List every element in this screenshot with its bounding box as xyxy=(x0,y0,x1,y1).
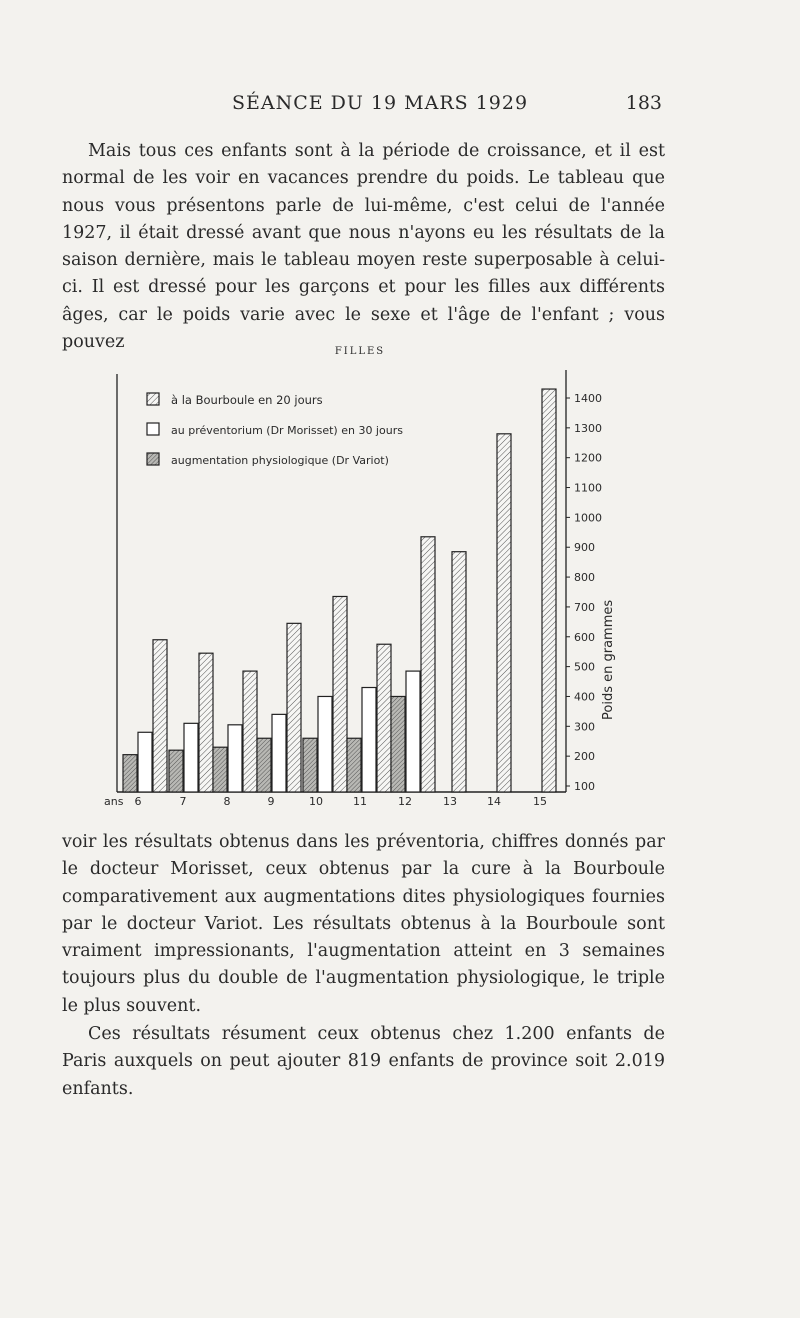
bar-bourboule-age-14 xyxy=(497,434,511,792)
x-tick-label-11: 11 xyxy=(353,795,367,808)
y-tick-label-100: 100 xyxy=(574,780,595,793)
y-tick-label-1400: 1400 xyxy=(574,392,602,405)
bar-preventorium-age-7 xyxy=(184,723,198,792)
bar-bourboule-age-6 xyxy=(153,640,167,792)
paragraph-3: Ces résultats résument ceux obtenus chez 1.200 enfants de Paris auxquels on peut ajouter 819 enfants de province soit 2.019 enfants. xyxy=(62,1024,665,1099)
paragraph-1: Mais tous ces enfants sont à la période de croissance, et il est normal de les voir en vacances prendre du poids. Le tableau que nous vous présentons parle de lui-même, c'est celui de l'année 1927, il était dressé avant que nous n'ayons eu les résultats de la saison dernière, mais le tableau moyen reste superposable à celui-ci. Il est dressé pour les garçons et pour les filles aux différents âges, car le poids varie avec le sexe et l'âge de l'enfant ; vous pouvez xyxy=(62,141,665,353)
y-tick-label-200: 200 xyxy=(574,750,595,764)
bar-bourboule-age-9 xyxy=(287,623,301,792)
y-axis-label: Poids en grammes xyxy=(601,599,616,720)
x-tick-label-13: 13 xyxy=(443,795,457,808)
x-tick-label-6: 6 xyxy=(134,795,142,808)
legend-swatch-bourboule xyxy=(147,393,159,405)
y-tick-label-400: 400 xyxy=(574,690,595,704)
header-title: SÉANCE DU 19 MARS 1929 xyxy=(232,92,529,114)
paragraph-2: voir les résultats obtenus dans les préventoria, chiffres donnés par le docteur Morisset, ceux obtenus par la cure à la Bourboule comparativement aux augmentations dites physiologiques fournies par le docteur Variot. Les résultats obtenus à la Bourboule sont vraiment impressionants, l'augmentation atteint en 3 semaines toujours plus du double de l'augmentation physiologique, le triple le plus souvent. xyxy=(62,832,665,1016)
bar-bourboule-age-10 xyxy=(333,596,347,792)
bar-physiologique-age-11 xyxy=(347,738,361,792)
chart-legend xyxy=(147,393,403,467)
bar-physiologique-age-9 xyxy=(257,738,271,792)
bar-preventorium-age-10 xyxy=(318,696,332,792)
y-tick-label-300: 300 xyxy=(574,720,595,734)
bar-bourboule-age-7 xyxy=(199,653,213,792)
bar-physiologique-age-6 xyxy=(123,755,137,792)
legend-label-bourboule: à la Bourboule en 20 jours xyxy=(171,393,323,407)
bar-physiologique-age-8 xyxy=(213,747,227,792)
y-tick-label-800: 800 xyxy=(574,571,595,585)
bar-preventorium-age-9 xyxy=(272,714,286,792)
y-tick-label-500: 500 xyxy=(574,660,595,674)
bar-bourboule-age-13 xyxy=(452,552,466,792)
legend-label-preventorium: au préventorium (Dr Morisset) en 30 jours xyxy=(171,424,403,437)
y-tick-label-700: 700 xyxy=(574,600,595,614)
x-tick-label-10: 10 xyxy=(309,795,323,808)
y-tick-label-600: 600 xyxy=(574,630,595,644)
bar-preventorium-age-11 xyxy=(362,688,376,792)
y-tick-label-1300: 1300 xyxy=(574,421,602,435)
y-tick-label-900: 900 xyxy=(574,541,595,555)
bar-preventorium-age-6 xyxy=(138,732,152,792)
x-tick-label-8: 8 xyxy=(223,795,231,808)
y-tick-label-1100: 1100 xyxy=(574,481,602,495)
bar-physiologique-age-7 xyxy=(169,750,183,792)
bar-bourboule-age-11 xyxy=(377,644,391,792)
x-tick-label-9: 9 xyxy=(267,795,275,808)
y-axis-ticks xyxy=(566,392,602,793)
x-tick-label-15: 15 xyxy=(533,795,547,808)
y-tick-label-1200: 1200 xyxy=(574,451,602,465)
bar-bourboule-age-15 xyxy=(542,389,556,792)
legend-swatch-preventorium xyxy=(147,423,159,435)
x-tick-label-12: 12 xyxy=(398,795,412,808)
bar-bourboule-age-8 xyxy=(243,671,257,792)
chart-bars xyxy=(123,389,556,792)
x-tick-label-7: 7 xyxy=(179,795,187,808)
page-number: 183 xyxy=(625,92,662,114)
chart-title: FILLES xyxy=(334,346,386,357)
legend-label-physiologique: augmentation physiologique (Dr Variot) xyxy=(171,454,389,467)
bar-physiologique-age-12 xyxy=(391,696,405,792)
bar-preventorium-age-8 xyxy=(228,725,242,792)
x-tick-label-14: 14 xyxy=(487,795,501,808)
y-tick-label-1000: 1000 xyxy=(574,511,602,525)
bar-physiologique-age-10 xyxy=(303,738,317,792)
x-axis-ticks xyxy=(135,795,548,808)
x-axis-unit-label: ans xyxy=(104,795,124,808)
bar-bourboule-age-12 xyxy=(421,537,435,792)
bar-preventorium-age-12 xyxy=(406,671,420,792)
legend-swatch-physiologique xyxy=(147,453,159,465)
